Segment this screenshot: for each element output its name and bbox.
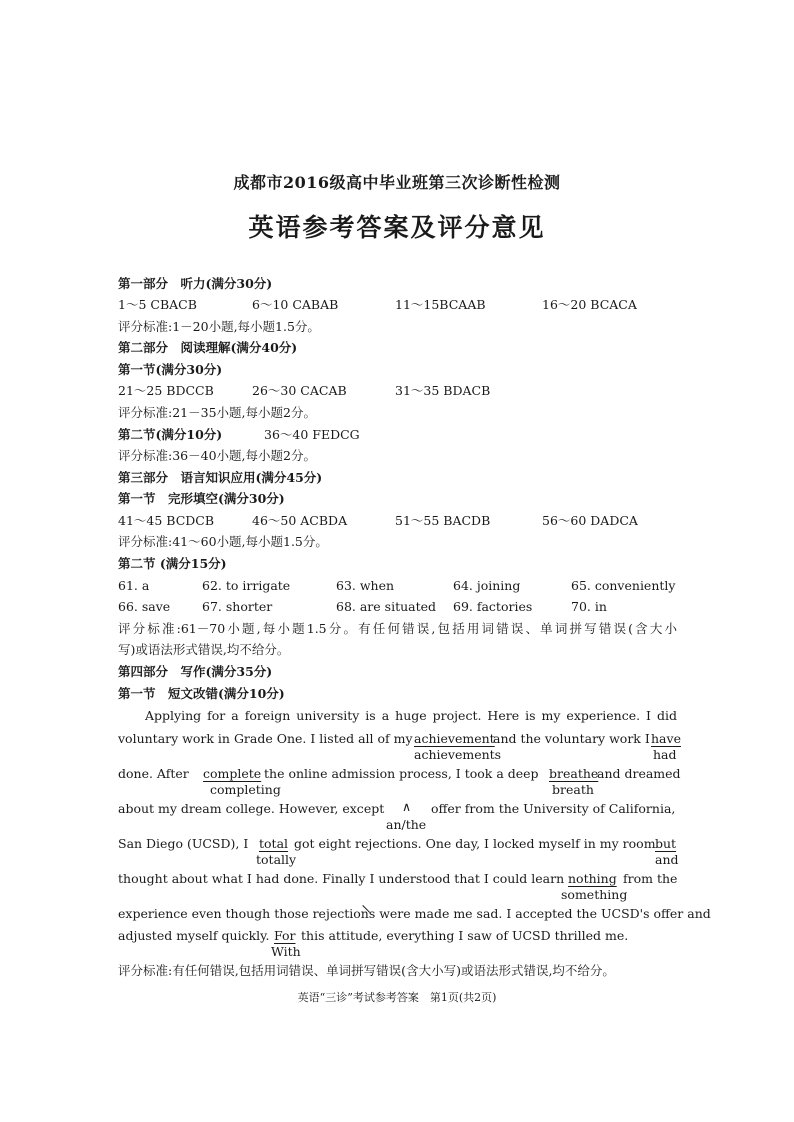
error-word: total bbox=[259, 836, 289, 851]
passage-text: the online admission process, I took a deep bbox=[264, 766, 539, 781]
correction: totally bbox=[256, 852, 297, 867]
answer-item: 67. shorter bbox=[202, 599, 273, 614]
error-word: achievement bbox=[414, 731, 495, 746]
section-heading: 第二节 (满分15分) bbox=[118, 556, 227, 571]
passage-text: about my dream college. However, except bbox=[118, 801, 385, 816]
passage-text: San Diego (UCSD), I bbox=[118, 836, 249, 851]
correction: With bbox=[271, 944, 301, 959]
answer-group: 36～40 FEDCG bbox=[264, 427, 360, 442]
passage-text: this attitude, everything I saw of UCSD thrilled me. bbox=[301, 928, 629, 943]
answer-item: 65. conveniently bbox=[571, 578, 676, 593]
passage-text: thought about what I had done. Finally I understood that I could learn bbox=[118, 871, 565, 886]
passage-line: experience even though those rejections were made me sad. I accepted the UCSD's offer and bbox=[118, 906, 711, 921]
passage-text: got eight rejections. One day, I locked myself in my room bbox=[294, 836, 656, 851]
answer-item: 68. are situated bbox=[336, 599, 437, 614]
passage-text: and dreamed bbox=[597, 766, 681, 781]
correction: and bbox=[655, 852, 679, 867]
error-word: complete bbox=[203, 766, 262, 781]
answer-group: 21～25 BDCCB bbox=[118, 383, 214, 398]
error-word: but bbox=[655, 836, 677, 851]
passage-text: and the voluntary work I bbox=[493, 731, 650, 746]
error-word: breathe bbox=[549, 766, 599, 781]
answer-item: 64. joining bbox=[453, 578, 521, 593]
correction: an/the bbox=[386, 817, 427, 832]
answer-item: 70. in bbox=[571, 599, 607, 614]
scoring-note: 评分标准:21－35小题,每小题2分。 bbox=[118, 405, 316, 420]
answer-group: 1～5 CBACB bbox=[118, 297, 197, 312]
answer-group: 6～10 CABAB bbox=[252, 297, 339, 312]
correction: breath bbox=[552, 782, 594, 797]
answer-group: 41～45 BCDCB bbox=[118, 513, 215, 528]
correction: had bbox=[653, 747, 677, 762]
error-word: For bbox=[274, 928, 296, 943]
scoring-note: 评分标准:61－70小题,每小题1.5分。有任何错误,包括用词错误、单词拼写错误(含大小 bbox=[118, 621, 677, 636]
error-word: have bbox=[651, 731, 681, 746]
answer-item: 66. save bbox=[118, 599, 171, 614]
answer-group: 51～55 BACDB bbox=[395, 513, 491, 528]
correction: achievements bbox=[414, 747, 502, 762]
section-heading: 第一节 完形填空(满分30分) bbox=[118, 491, 285, 506]
passage-text: offer from the University of California, bbox=[431, 801, 676, 816]
section-heading: 第二节(满分10分) bbox=[118, 427, 223, 442]
answer-item: 69. factories bbox=[453, 599, 533, 614]
part2-heading: 第二部分 阅读理解(满分40分) bbox=[118, 340, 298, 355]
answer-item: 61. a bbox=[118, 578, 150, 593]
scoring-note: 评分标准:1－20小题,每小题1.5分。 bbox=[118, 319, 320, 334]
passage-text: from the bbox=[623, 871, 678, 886]
scoring-note: 评分标准:36－40小题,每小题2分。 bbox=[118, 448, 316, 463]
exam-title: 成都市2016级高中毕业班第三次诊断性检测 bbox=[233, 173, 561, 192]
answer-group: 46～50 ACBDA bbox=[252, 513, 348, 528]
passage-text: voluntary work in Grade One. I listed all of my bbox=[118, 731, 413, 746]
answer-group: 11～15BCAAB bbox=[395, 297, 486, 312]
answer-key-title: 英语参考答案及评分意见 bbox=[248, 213, 546, 242]
passage-line: Applying for a foreign university is a huge project. Here is my experience. I did bbox=[145, 708, 677, 723]
part1-heading: 第一部分 听力(满分30分) bbox=[118, 276, 273, 291]
answer-group: 26～30 CACAB bbox=[252, 383, 347, 398]
answer-item: 62. to irrigate bbox=[202, 578, 291, 593]
correction: something bbox=[561, 887, 628, 902]
section-heading: 第一节(满分30分) bbox=[118, 362, 223, 377]
passage-text: done. After bbox=[118, 766, 189, 781]
part4-heading: 第四部分 写作(满分35分) bbox=[118, 664, 273, 679]
scoring-note: 写)或语法形式错误,均不给分。 bbox=[118, 642, 290, 657]
correction: completing bbox=[210, 782, 281, 797]
part3-heading: 第三部分 语言知识应用(满分45分) bbox=[118, 470, 323, 485]
insert-mark: ∧ bbox=[402, 799, 412, 814]
answer-group: 31～35 BDACB bbox=[395, 383, 491, 398]
passage-text: adjusted myself quickly. bbox=[118, 928, 270, 943]
page-footer: 英语“三诊”考试参考答案 第1页(共2页) bbox=[297, 991, 497, 1004]
scoring-note: 评分标准:41～60小题,每小题1.5分。 bbox=[118, 534, 328, 549]
error-word: nothing bbox=[568, 871, 617, 886]
answer-group: 56～60 DADCA bbox=[542, 513, 638, 528]
answer-group: 16～20 BCACA bbox=[542, 297, 637, 312]
answer-item: 63. when bbox=[336, 578, 395, 593]
scoring-note: 评分标准:有任何错误,包括用词错误、单词拼写错误(含大小写)或语法形式错误,均不给分。 bbox=[118, 963, 615, 978]
section-heading: 第一节 短文改错(满分10分) bbox=[118, 686, 285, 701]
